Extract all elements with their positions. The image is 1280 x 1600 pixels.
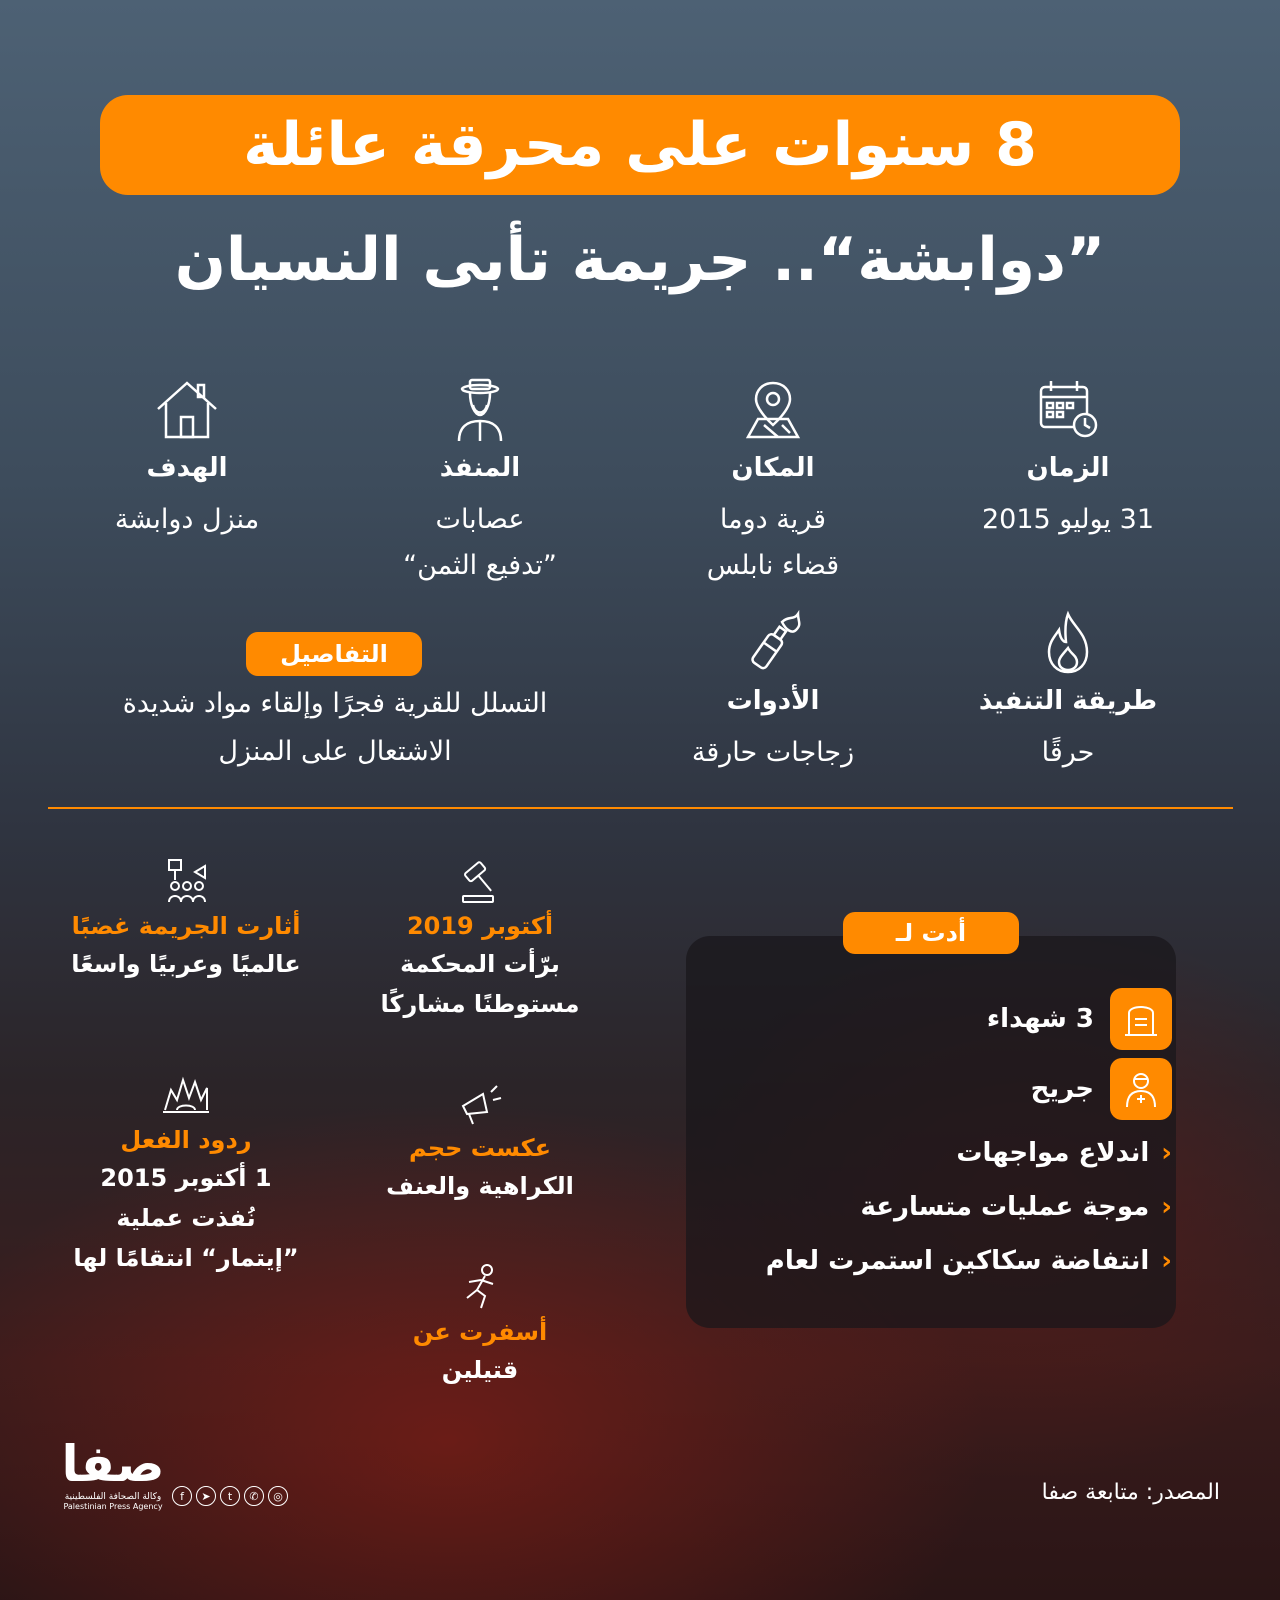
fact-target-label: الهدف	[146, 453, 228, 483]
reactions-line-3: ”إيتمار“ انتقامًا لها	[73, 1244, 299, 1272]
martyr-grave-icon	[1110, 988, 1172, 1050]
outrage-item	[36, 856, 336, 984]
fact-method-value: حرقًا	[1041, 737, 1095, 768]
court-text	[330, 944, 630, 1024]
court-head: أكتوبر 2019	[406, 912, 554, 940]
main-title: 8 سنوات على محرقة عائلة	[100, 95, 1180, 195]
fact-target-value: منزل دوابشة	[114, 504, 260, 535]
effect-bullet-text: موجة عمليات متسارعة	[860, 1192, 1150, 1222]
fact-place-line-2: قضاء نابلس	[706, 550, 840, 581]
fact-perpetrator	[360, 375, 600, 589]
safa-logo	[58, 1436, 168, 1511]
fact-perpetrator-value	[360, 497, 600, 589]
gavel-icon	[455, 856, 505, 906]
reactions-head: ردود الفعل	[120, 1126, 252, 1154]
calendar-icon	[1033, 375, 1103, 445]
source-credit: المصدر: متابعة صفا	[1041, 1480, 1220, 1505]
whatsapp-icon[interactable]: ✆	[244, 1486, 264, 1506]
reactions-item	[36, 1070, 336, 1278]
subtitle: ”دوابشة“.. جريمة تأبى النسيان	[174, 225, 1106, 295]
section-divider	[48, 807, 1233, 809]
casualties-head: أسفرت عن	[412, 1318, 548, 1346]
injured-stat	[1031, 1058, 1172, 1120]
hatred-head: عكست حجم	[409, 1134, 551, 1162]
fact-place	[653, 375, 893, 589]
chevron-icon: ‹	[1161, 1246, 1172, 1276]
court-line-1: برّأت المحكمة	[400, 950, 560, 978]
settler-icon	[445, 375, 515, 445]
facebook-icon[interactable]: f	[172, 1486, 192, 1506]
casualties-text: قتيلين	[441, 1356, 519, 1384]
fact-perpetrator-label: المنفذ	[439, 453, 521, 483]
reactions-line-1: 1 أكتوبر 2015	[100, 1164, 272, 1192]
injured-person-icon	[1110, 1058, 1172, 1120]
effect-bullet	[766, 1246, 1172, 1276]
chevron-icon: ‹	[1161, 1192, 1172, 1222]
court-item	[330, 856, 630, 1024]
effects-badge: أدت لـ	[843, 912, 1019, 954]
fact-time	[948, 375, 1188, 543]
chevron-icon: ‹	[1161, 1138, 1172, 1168]
social-icons	[172, 1486, 288, 1506]
fact-method-label: طريقة التنفيذ	[978, 686, 1158, 716]
fact-tools	[653, 608, 893, 776]
effect-bullet	[861, 1192, 1172, 1222]
house-icon	[152, 375, 222, 445]
details-line-2: الاشتعال على المنزل	[218, 736, 452, 767]
court-line-2: مستوطنًا مشاركًا	[380, 990, 580, 1018]
outrage-text: عالميًا وعربيًا واسعًا	[71, 950, 301, 978]
protest-icon	[161, 856, 211, 906]
hatred-item	[330, 1078, 630, 1206]
fact-perpetrator-line-1: عصابات	[435, 504, 525, 535]
molotov-icon	[738, 608, 808, 678]
logo-agency-ar: وكالة الصحافة الفلسطينية	[64, 1492, 162, 1502]
reactions-line-2: نُفذت عملية	[116, 1204, 256, 1232]
logo-agency-en: Palestinian Press Agency	[63, 1502, 163, 1511]
fact-tools-label: الأدوات	[726, 686, 820, 716]
logo-mark: صفا	[61, 1435, 165, 1493]
location-map-icon	[738, 375, 808, 445]
effect-bullet-text: انتفاضة سكاكين استمرت لعام	[765, 1246, 1150, 1276]
outrage-head: أثارت الجريمة غضبًا	[71, 912, 301, 940]
martyrs-stat	[987, 988, 1172, 1050]
megaphone-icon	[455, 1078, 505, 1128]
details-badge: التفاصيل	[246, 632, 422, 676]
details-text	[50, 680, 620, 776]
effect-bullet-text: اندلاع مواجهات	[956, 1138, 1150, 1168]
injured-text: جريح	[1030, 1074, 1094, 1104]
fact-time-value: 31 يوليو 2015	[981, 504, 1155, 535]
fact-method	[948, 608, 1188, 776]
explosion-icon	[161, 1070, 211, 1120]
reactions-text	[36, 1158, 336, 1278]
fact-tools-value: زجاجات حارقة	[691, 737, 855, 768]
martyrs-text: 3 شهداء	[986, 1004, 1094, 1034]
hatred-text: الكراهية والعنف	[386, 1172, 574, 1200]
fact-place-line-1: قرية دوما	[719, 504, 827, 535]
effect-bullet	[956, 1138, 1172, 1168]
twitter-icon[interactable]: t	[220, 1486, 240, 1506]
details-line-1: التسلل للقرية فجرًا وإلقاء مواد شديدة	[122, 688, 548, 719]
casualties-item	[330, 1262, 630, 1390]
instagram-icon[interactable]: ◎	[268, 1486, 288, 1506]
fact-place-label: المكان	[731, 453, 815, 483]
fire-icon	[1033, 608, 1103, 678]
fact-time-label: الزمان	[1026, 453, 1110, 483]
fact-perpetrator-line-2: ”تدفيع الثمن“	[403, 550, 557, 581]
fact-place-value	[653, 497, 893, 589]
running-man-icon	[455, 1262, 505, 1312]
telegram-icon[interactable]: ➤	[196, 1486, 216, 1506]
fact-target	[67, 375, 307, 543]
